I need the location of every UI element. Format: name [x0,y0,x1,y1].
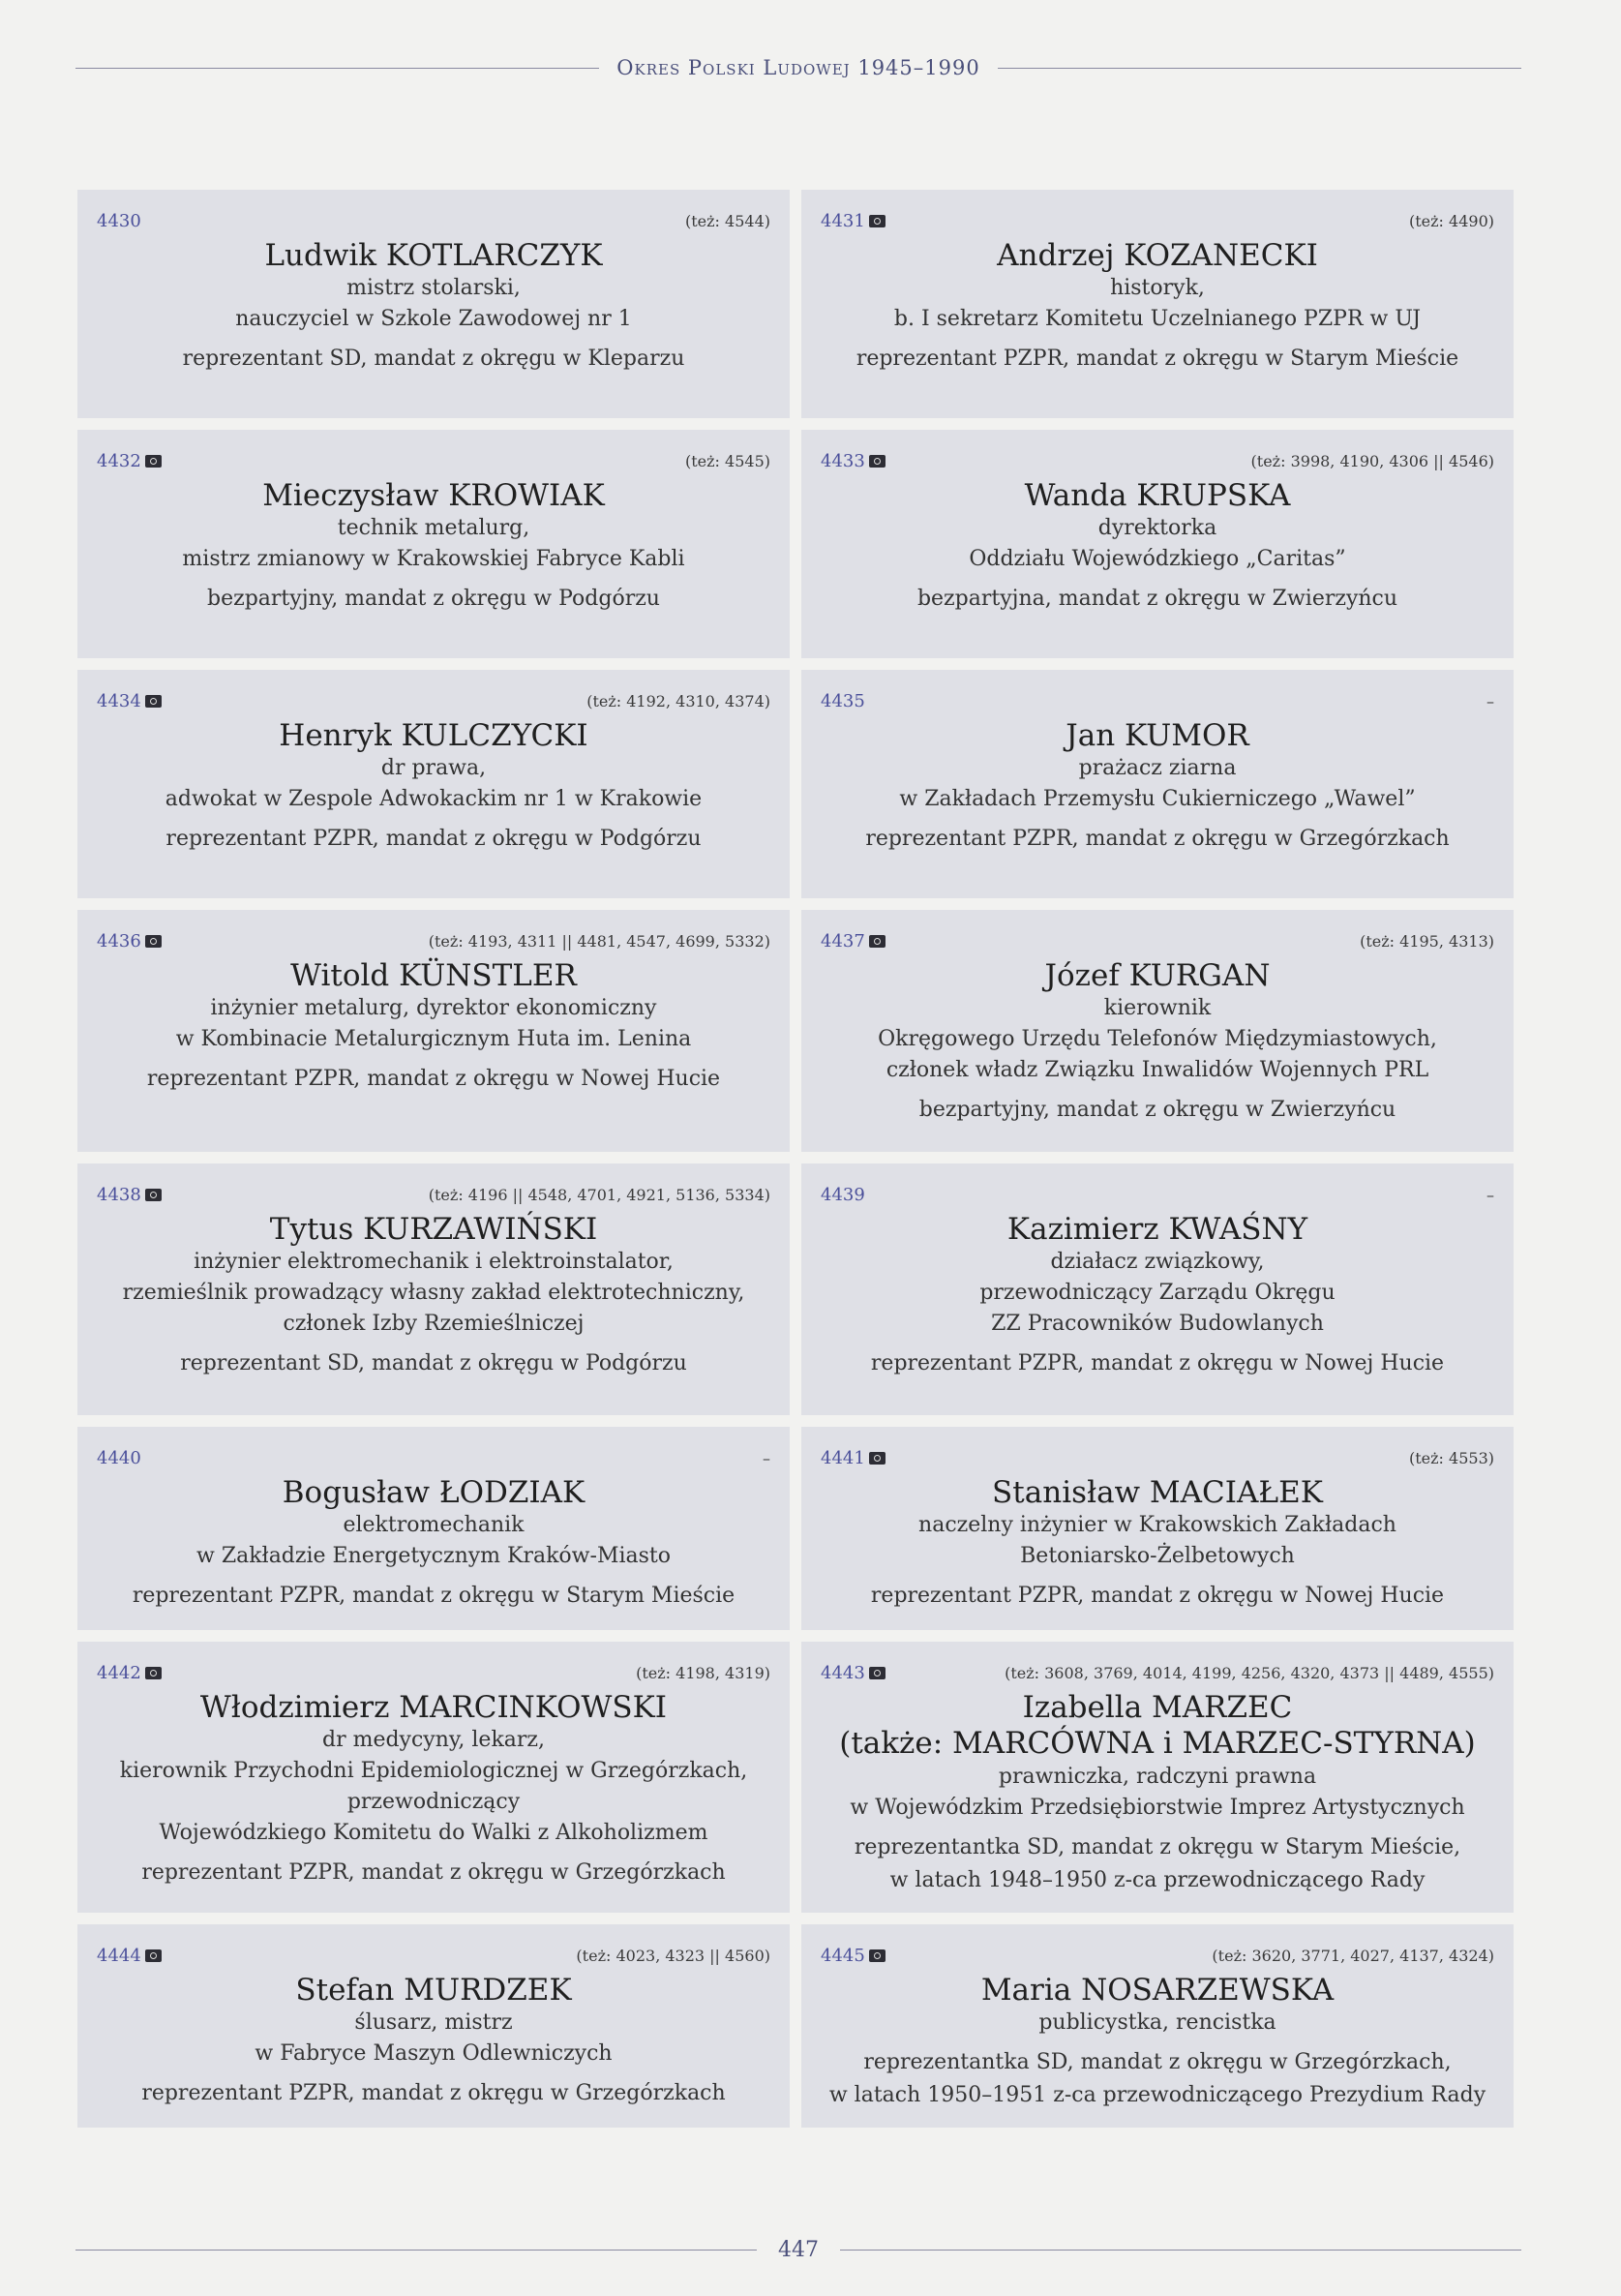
entry-cross-references: (też: 4195, 4313) [1360,931,1494,951]
person-name: Witold KÜNSTLER [290,958,577,993]
entry-cross-references: (też: 4490) [1408,211,1494,230]
person-description-line: kierownik [1103,996,1212,1020]
person-description-line: technik metalurg, [337,516,530,540]
entry-number [97,451,162,471]
person-description-line: inżynier elektromechanik i elektroinstalator, [194,1250,674,1274]
camera-icon [869,455,886,468]
mandate-line: reprezentantka SD, mandat z okręgu w Starym Mieście, [854,1835,1461,1859]
entry-cross-references: (też: 3608, 3769, 4014, 4199, 4256, 4320, 4373 || 4489, 4555) [1005,1663,1494,1682]
header-title: Okres Polski Ludowej 1945–1990 [616,56,980,79]
entry-header [97,1942,770,1969]
mandate-line: bezpartyjny, mandat z okręgu w Podgórzu [207,587,660,611]
entry-card [801,1642,1514,1913]
entry-number [97,931,162,952]
person-description-line: elektromechanik [343,1513,525,1537]
person-description-line: dr medycyny, lekarz, [321,1728,545,1752]
camera-icon [869,1949,886,1962]
entry-cross-references: (też: 3998, 4190, 4306 || 4546) [1250,451,1494,470]
person-description-line: członek Izby Rzemieślniczej [283,1312,585,1336]
person-name: Ludwik KOTLARCZYK [264,238,603,273]
person-description-line: naczelny inżynier w Krakowskich Zakładach [918,1513,1396,1537]
running-header [75,50,1521,85]
header-rule-left [75,68,599,69]
mandate-info [97,1580,770,1613]
camera-icon [869,215,886,227]
entry-number [821,1663,886,1683]
mandate-line: reprezentant PZPR, mandat z okręgu w Podgórzu [165,827,702,851]
person-name: Henryk KULCZYCKI [279,718,588,753]
person-name: Mieczysław KROWIAK [262,478,605,513]
entry-card [77,910,790,1152]
entry-number [821,451,886,471]
mandate-line: reprezentant PZPR, mandat z okręgu w Grzegórzkach [141,1860,726,1885]
mandate-line: reprezentant PZPR, mandat z okręgu w Nowej Hucie [870,1351,1445,1375]
mandate-line: reprezentant PZPR, mandat z okręgu w Grzegórzkach [141,2081,726,2105]
entry-number-text: 4444 [97,1945,141,1966]
mandate-line: bezpartyjny, mandat z okręgu w Zwierzyńcu [918,1098,1396,1122]
mandate-info [821,343,1494,376]
entry-cross-references: (też: 4196 || 4548, 4701, 4921, 5136, 5334) [428,1185,770,1204]
entry-card [801,190,1514,418]
entry-number-text: 4434 [97,690,141,711]
mandate-info [97,823,770,856]
person-description-line: publicystka, rencistka [1038,2010,1276,2035]
entry-header [821,927,1494,954]
entry-number-text: 4431 [821,210,865,231]
entry-number [97,691,162,711]
entry-header [97,687,770,714]
mandate-line: reprezentant PZPR, mandat z okręgu w Grzegórzkach [865,827,1450,851]
person-name: Włodzimierz MARCINKOWSKI [199,1690,668,1725]
entry-header [821,207,1494,234]
entry-cross-references: (też: 4553) [1408,1448,1494,1467]
entry-header [97,927,770,954]
entry-card [801,1163,1514,1415]
person-description-line: ZZ Pracowników Budowlanych [991,1312,1324,1336]
camera-icon [145,1667,162,1679]
person-description-line: dyrektorka [1097,516,1217,540]
entry-card [77,1642,790,1913]
page-footer [75,2232,1521,2267]
person-description-line: Betoniarsko-Żelbetowych [1020,1544,1295,1568]
mandate-info [97,1063,770,1096]
mandate-line: reprezentant PZPR, mandat z okręgu w Nowej Hucie [146,1067,721,1091]
entry-cross-references: (też: 3620, 3771, 4027, 4137, 4324) [1212,1946,1494,1965]
person-description-line: przewodniczący [346,1790,521,1814]
person-name: Józef KURGAN [1044,958,1271,993]
mandate-line: reprezentant SD, mandat z okręgu w Podgórzu [180,1351,687,1375]
mandate-info [821,583,1494,616]
entry-cross-references: (też: 4192, 4310, 4374) [586,691,770,710]
camera-icon [145,935,162,948]
mandate-line: reprezentant SD, mandat z okręgu w Kleparzu [182,347,685,371]
mandate-line: reprezentantka SD, mandat z okręgu w Grzegórzkach, [863,2050,1452,2074]
entry-number-text: 4437 [821,930,865,952]
entry-header [821,1942,1494,1969]
mandate-info [821,1580,1494,1613]
entry-header [821,687,1494,714]
entry-header [97,1444,770,1471]
entry-number [97,1448,141,1468]
person-description-line: przewodniczący Zarządu Okręgu [979,1281,1336,1305]
person-description-line: dr prawa, [380,756,487,780]
entry-cross-references: – [1486,691,1494,710]
entry-number-text: 4432 [97,450,141,471]
person-alias: (także: MARCÓWNA i MARZEC-STYRNA) [839,1726,1476,1761]
camera-icon [145,455,162,468]
entry-number [97,211,141,231]
mandate-info [821,1831,1494,1897]
person-description-line: nauczyciel w Szkole Zawodowej nr 1 [235,307,632,331]
person-description-line: w Wojewódzkim Przedsiębiorstwie Imprez Artystycznych [850,1796,1465,1820]
entry-card [77,190,790,418]
entry-number [821,931,886,952]
entry-card [77,1427,790,1630]
person-name: Jan KUMOR [1066,718,1249,753]
person-description-line: w Kombinacie Metalurgicznym Huta im. Lenina [175,1027,692,1051]
entry-card [77,1924,790,2128]
entry-header [97,1181,770,1208]
entry-number-text: 4441 [821,1447,865,1468]
footer-rule-left [75,2250,757,2251]
mandate-line: w latach 1950–1951 z-ca przewodniczącego Prezydium Rady [828,2083,1486,2107]
entry-number-text: 4435 [821,690,865,711]
person-name: Tytus KURZAWIŃSKI [269,1212,598,1247]
person-description-line: członek władz Związku Inwalidów Wojennych PRL [886,1058,1429,1082]
entry-header [97,207,770,234]
mandate-line: w latach 1948–1950 z-ca przewodniczącego Rady [889,1868,1426,1892]
entry-card [801,1924,1514,2128]
entry-number [97,1946,162,1966]
entry-number-text: 4438 [97,1184,141,1205]
entry-number [821,211,886,231]
entry-cross-references: – [763,1448,770,1467]
entry-header [821,1444,1494,1471]
entry-number [821,1946,886,1966]
person-description-line: w Fabryce Maszyn Odlewniczych [255,2041,613,2066]
entry-cross-references: – [1486,1185,1494,1204]
person-description-line: mistrz stolarski, [346,276,521,300]
entry-cross-references: (też: 4545) [684,451,770,470]
camera-icon [869,935,886,948]
page-number: 447 [778,2237,819,2262]
entry-cross-references: (też: 4544) [684,211,770,230]
person-description-line: działacz związkowy, [1050,1250,1265,1274]
entry-number-text: 4445 [821,1945,865,1966]
person-description-line: historyk, [1110,276,1205,300]
person-name: Andrzej KOZANECKI [997,238,1318,273]
mandate-info [97,343,770,376]
person-description-line: inżynier metalurg, dyrektor ekonomiczny [210,996,657,1020]
entry-card [77,670,790,898]
person-description-line: w Zakładzie Energetycznym Kraków-Miasto [196,1544,671,1568]
person-name: Maria NOSARZEWSKA [980,1973,1335,2008]
person-description-line: Oddziału Wojewódzkiego „Caritas” [969,547,1346,571]
camera-icon [869,1452,886,1465]
mandate-info [97,583,770,616]
camera-icon [145,695,162,708]
entry-card [801,670,1514,898]
person-name: Kazimierz KWAŚNY [1006,1212,1308,1247]
person-name: Izabella MARZEC [1022,1690,1293,1725]
mandate-info [821,1094,1494,1127]
mandate-info [97,2077,770,2110]
person-description-line: w Zakładach Przemysłu Cukierniczego „Wawel” [899,787,1416,811]
person-description-line: adwokat w Zespole Adwokackim nr 1 w Krakowie [165,787,703,811]
entry-cross-references: (też: 4023, 4323 || 4560) [576,1946,770,1965]
entry-number [821,691,865,711]
entry-number [97,1663,162,1683]
entry-number [97,1185,162,1205]
person-name: Bogusław ŁODZIAK [282,1475,585,1510]
person-description-line: rzemieślnik prowadzący własny zakład elektrotechniczny, [122,1281,745,1305]
mandate-line: reprezentant PZPR, mandat z okręgu w Starym Mieście [132,1584,735,1608]
person-description-line: b. I sekretarz Komitetu Uczelnianego PZPR w UJ [893,307,1422,331]
entry-number [821,1185,865,1205]
mandate-info [821,1347,1494,1380]
mandate-info [821,2046,1494,2112]
entry-number-text: 4430 [97,210,141,231]
person-name: Stanisław MACIAŁEK [992,1475,1323,1510]
mandate-line: reprezentant PZPR, mandat z okręgu w Starym Mieście [856,347,1459,371]
person-description-line: ślusarz, mistrz [354,2010,513,2035]
mandate-info [821,823,1494,856]
entry-cross-references: (też: 4193, 4311 || 4481, 4547, 4699, 5332) [428,931,770,951]
header-rule-right [998,68,1521,69]
entry-header [97,1659,770,1686]
entry-number-text: 4439 [821,1184,865,1205]
entries-grid [77,190,1560,2128]
person-name: Stefan MURDZEK [295,1973,572,2008]
entry-number [821,1448,886,1468]
entry-card [77,1163,790,1415]
entry-header [821,447,1494,474]
mandate-info [97,1857,770,1889]
entry-card [801,430,1514,658]
entry-number-text: 4436 [97,930,141,952]
camera-icon [145,1949,162,1962]
mandate-line: bezpartyjna, mandat z okręgu w Zwierzyńcu [916,587,1398,611]
mandate-info [97,1347,770,1380]
entry-cross-references: (też: 4198, 4319) [636,1663,770,1682]
entry-card [801,910,1514,1152]
entry-number-text: 4440 [97,1447,141,1468]
person-description-line: Wojewódzkiego Komitetu do Walki z Alkoholizmem [159,1821,708,1845]
entry-card [77,430,790,658]
camera-icon [869,1667,886,1679]
entry-card [801,1427,1514,1630]
entry-number-text: 4442 [97,1662,141,1683]
entry-number-text: 4443 [821,1662,865,1683]
mandate-line: reprezentant PZPR, mandat z okręgu w Nowej Hucie [870,1584,1445,1608]
footer-rule-right [840,2250,1521,2251]
person-description-line: Okręgowego Urzędu Telefonów Międzymiastowych, [878,1027,1437,1051]
person-description-line: kierownik Przychodni Epidemiologicznej w Grzegórzkach, [119,1759,748,1783]
person-description-line: prażacz ziarna [1078,756,1237,780]
person-description-line: mistrz zmianowy w Krakowskiej Fabryce Kabli [182,547,685,571]
person-description-line: prawniczka, radczyni prawna [998,1765,1317,1789]
entry-number-text: 4433 [821,450,865,471]
entry-header [821,1181,1494,1208]
entry-header [97,447,770,474]
entry-header [821,1659,1494,1686]
camera-icon [145,1189,162,1201]
person-name: Wanda KRUPSKA [1024,478,1291,513]
